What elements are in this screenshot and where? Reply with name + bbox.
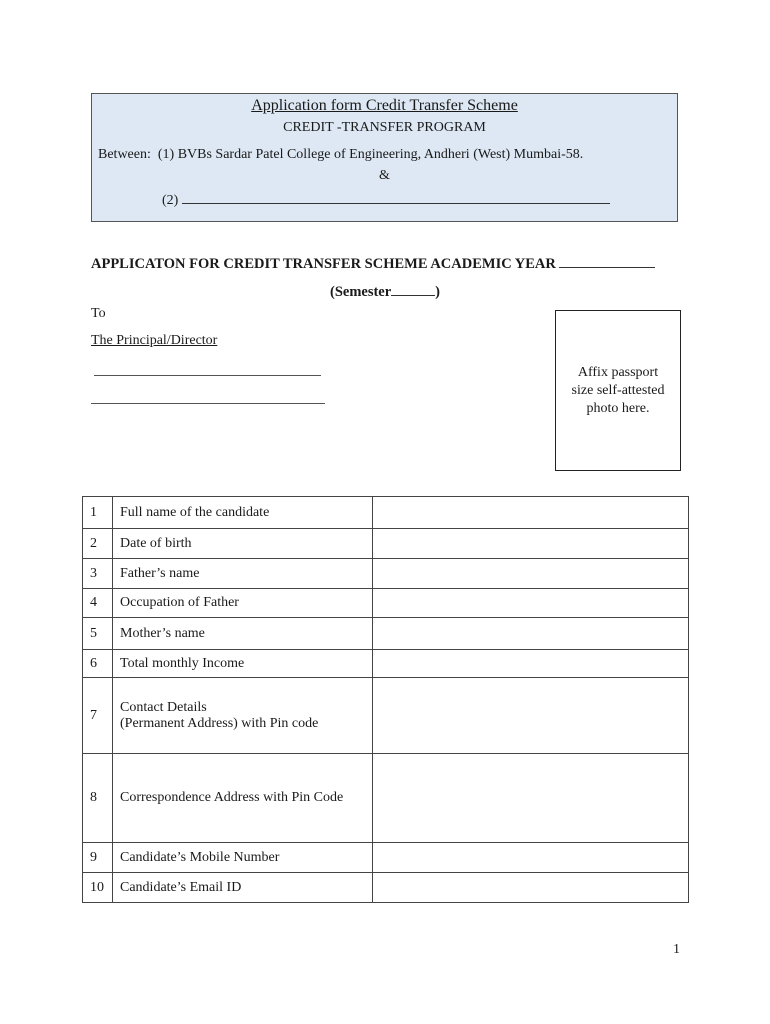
application-heading-text: APPLICATON FOR CREDIT TRANSFER SCHEME ACADEMIC YEAR — [91, 256, 556, 272]
field-value-input[interactable] — [373, 873, 689, 903]
field-value-input[interactable] — [373, 618, 689, 650]
row-number: 2 — [83, 529, 113, 559]
field-value-input[interactable] — [373, 589, 689, 618]
field-label-text: Father’s name — [120, 565, 200, 581]
field-label — [113, 678, 373, 754]
photo-text-line-1: Affix passport — [577, 364, 659, 380]
field-label-text: Date of birth — [120, 535, 192, 551]
semester-close: ) — [435, 284, 441, 300]
party-2-line — [162, 189, 610, 209]
table-row — [83, 529, 689, 559]
row-number: 7 — [83, 678, 113, 754]
address-blank-line-2[interactable] — [91, 391, 325, 404]
field-label-text: Mother’s name — [120, 625, 205, 641]
row-number: 1 — [83, 497, 113, 529]
table-row — [83, 843, 689, 873]
field-label — [113, 618, 373, 650]
field-value-input[interactable] — [373, 678, 689, 754]
photo-placeholder[interactable] — [555, 310, 681, 471]
semester-blank[interactable] — [391, 281, 435, 296]
field-label-text: Candidate’s Mobile Number — [120, 849, 280, 865]
table-row — [83, 497, 689, 529]
table-row — [83, 650, 689, 678]
header-box — [91, 93, 678, 222]
between-label: Between: — [98, 147, 151, 162]
recipient-label: The Principal/Director — [91, 333, 218, 348]
row-number: 5 — [83, 618, 113, 650]
field-value-input[interactable] — [373, 497, 689, 529]
table-row — [83, 873, 689, 903]
field-label — [113, 650, 373, 678]
row-number: 10 — [83, 873, 113, 903]
application-heading — [91, 253, 655, 273]
table-row — [83, 618, 689, 650]
table-row — [83, 559, 689, 589]
between-line — [98, 147, 583, 163]
field-label-text: Candidate’s Email ID — [120, 879, 242, 895]
semester-line — [0, 281, 770, 301]
photo-text-line-2: size self-attested — [571, 382, 665, 398]
party-2-label: (2) — [162, 193, 179, 208]
field-label-text: Occupation of Father — [120, 595, 239, 610]
field-label — [113, 497, 373, 529]
semester-label: (Semester — [329, 284, 392, 300]
row-number: 3 — [83, 559, 113, 589]
academic-year-blank[interactable] — [559, 253, 655, 268]
party-1: (1) BVBs Sardar Patel College of Engineering, Andheri (West) Mumbai-58. — [157, 147, 584, 162]
row-number: 6 — [83, 650, 113, 678]
field-label-text: Contact Details — [120, 699, 207, 715]
page-number: 1 — [673, 942, 680, 957]
row-number: 8 — [83, 754, 113, 843]
candidate-details-table — [82, 496, 689, 903]
form-title: Application form Credit Transfer Scheme — [251, 97, 518, 114]
field-label-text: Total monthly Income — [120, 655, 245, 671]
address-blank-line-1[interactable] — [94, 363, 321, 376]
row-number: 4 — [83, 589, 113, 618]
field-label-text: Full name of the candidate — [120, 504, 270, 520]
row-number: 9 — [83, 843, 113, 873]
field-label — [113, 589, 373, 618]
field-label — [113, 559, 373, 589]
field-value-input[interactable] — [373, 559, 689, 589]
field-value-input[interactable] — [373, 650, 689, 678]
to-label: To — [91, 306, 106, 321]
field-label — [113, 754, 373, 843]
field-label — [113, 873, 373, 903]
field-label — [113, 843, 373, 873]
table-row — [83, 678, 689, 754]
field-value-input[interactable] — [373, 843, 689, 873]
ampersand: & — [379, 168, 390, 183]
field-value-input[interactable] — [373, 529, 689, 559]
photo-text-line-3: photo here. — [586, 400, 650, 416]
field-value-input[interactable] — [373, 754, 689, 843]
photo-instructions — [572, 364, 665, 418]
field-label-text-2: (Permanent Address) with Pin code — [120, 715, 319, 731]
field-label-text: Correspondence Address with Pin Code — [120, 790, 344, 805]
party-2-blank[interactable] — [182, 189, 610, 204]
program-subtitle: CREDIT -TRANSFER PROGRAM — [283, 120, 486, 135]
field-label — [113, 529, 373, 559]
table-row — [83, 754, 689, 843]
table-row — [83, 589, 689, 618]
